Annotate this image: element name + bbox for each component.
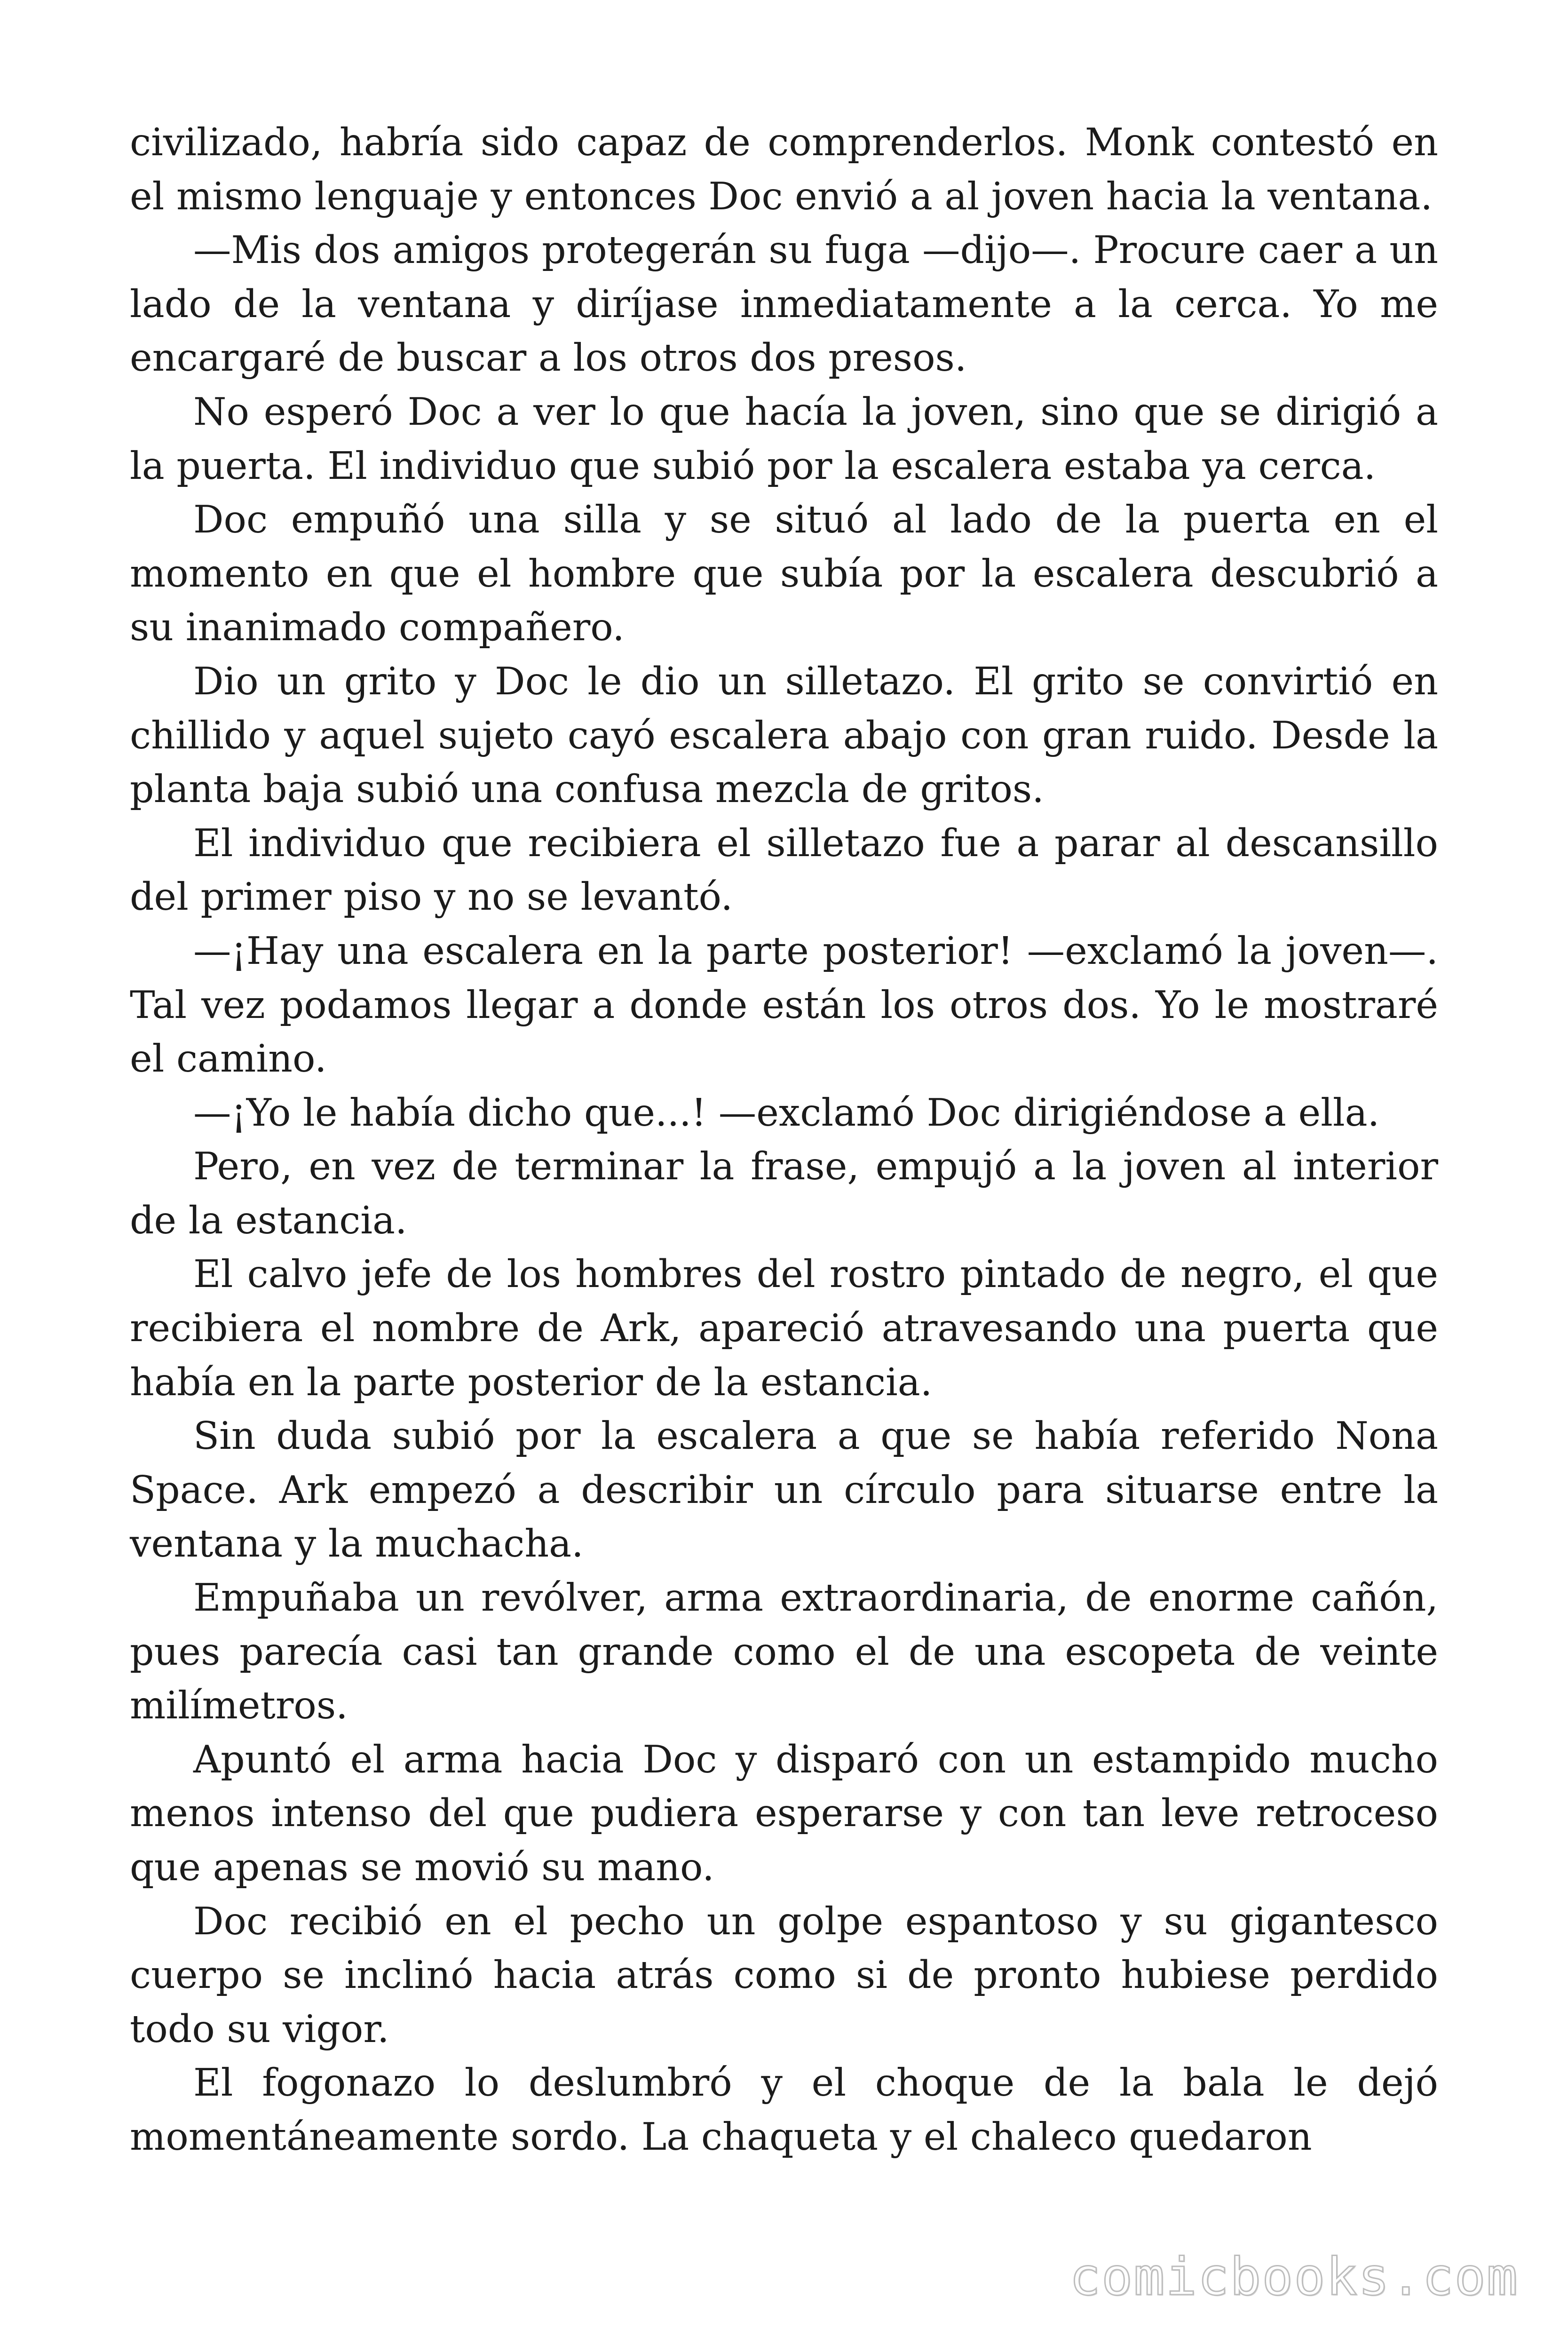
paragraph: Dio un grito y Doc le dio un silletazo. El grito se convirtió en chillido y aquel sujeto cayó escalera abajo con gran ruido. Desde la planta baja subió una confusa mezcla de gritos. bbox=[130, 659, 1438, 811]
watermark: comicbooks.com bbox=[1069, 2247, 1519, 2307]
paragraph: Empuñaba un revólver, arma extraordinaria, de enorme cañón, pues parecía casi tan grande como el de una escopeta de veinte milímetros. bbox=[130, 1575, 1438, 1728]
paragraph: civilizado, habría sido capaz de comprenderlos. Monk contestó en el mismo lenguaje y entonces Doc envió a al joven hacia la ventana. bbox=[130, 120, 1438, 218]
paragraph: Doc empuñó una silla y se situó al lado de la puerta en el momento en que el hombre que subía por la escalera descubrió a su inanimado compañero. bbox=[130, 497, 1438, 650]
paragraph: Doc recibió en el pecho un golpe espantoso y su gigantesco cuerpo se inclinó hacia atrás como si de pronto hubiese perdido todo su vigor. bbox=[130, 1899, 1438, 2051]
paragraph: El fogonazo lo deslumbró y el choque de la bala le dejó momentáneamente sordo. La chaqueta y el chaleco quedaron bbox=[130, 2060, 1438, 2159]
paragraph: Pero, en vez de terminar la frase, empujó a la joven al interior de la estancia. bbox=[130, 1144, 1438, 1242]
paragraph: —¡Hay una escalera en la parte posterior! —exclamó la joven—. Tal vez podamos llegar a donde están los otros dos. Yo le mostraré el camino. bbox=[130, 928, 1438, 1081]
paragraph: El individuo que recibiera el silletazo fue a parar al descansillo del primer piso y no se levantó. bbox=[130, 820, 1438, 919]
paragraph: Sin duda subió por la escalera a que se había referido Nona Space. Ark empezó a describir un círculo para situarse entre la ventana y la muchacha. bbox=[130, 1414, 1438, 1566]
paragraph: —¡Yo le había dicho que...! —exclamó Doc dirigiéndose a ella. bbox=[193, 1090, 1380, 1135]
page-body bbox=[130, 115, 1438, 2164]
paragraph: El calvo jefe de los hombres del rostro pintado de negro, el que recibiera el nombre de Ark, apareció atravesando una puerta que había en la parte posterior de la estancia. bbox=[130, 1252, 1438, 1404]
paragraph: Apuntó el arma hacia Doc y disparó con un estampido mucho menos intenso del que pudiera esperarse y con tan leve retroceso que apenas se movió su mano. bbox=[130, 1737, 1438, 1889]
paragraph: No esperó Doc a ver lo que hacía la joven, sino que se dirigió a la puerta. El individuo que subió por la escalera estaba ya cerca. bbox=[130, 389, 1438, 488]
paragraph: —Mis dos amigos protegerán su fuga —dijo—. Procure caer a un lado de la ventana y diríjase inmediatamente a la cerca. Yo me encargaré de buscar a los otros dos presos. bbox=[130, 228, 1438, 380]
